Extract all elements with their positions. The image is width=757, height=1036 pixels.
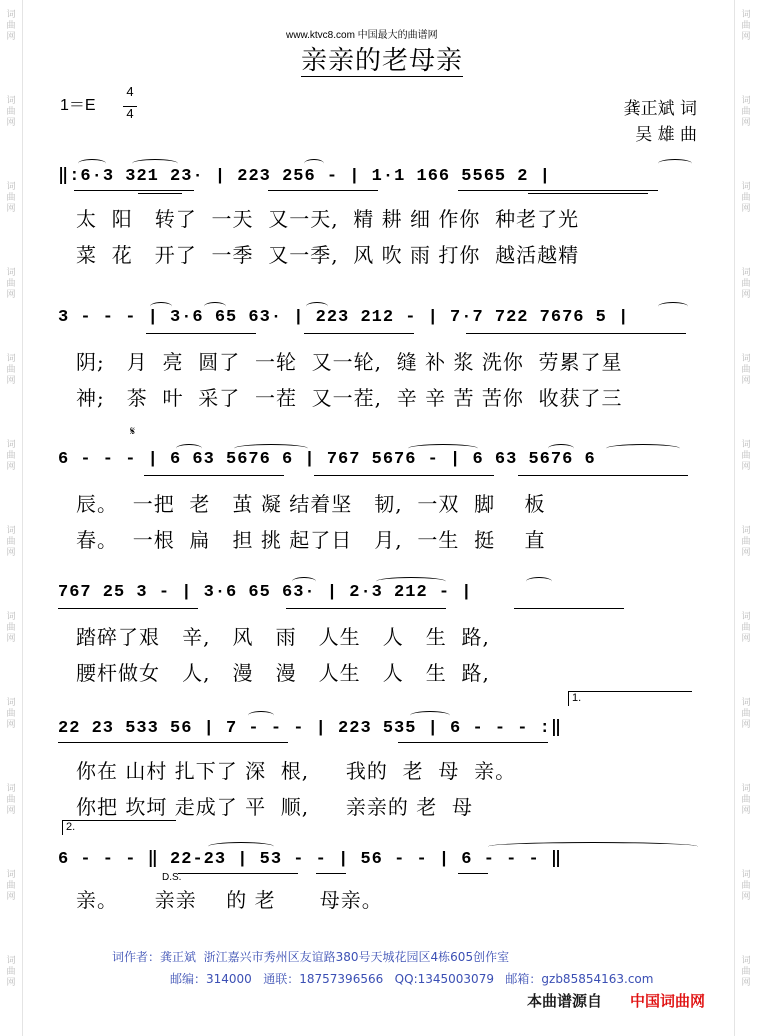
lyric-verse-2: 你把 坎坷 走成了 平 顺, 亲亲的 老 母 [76, 795, 474, 819]
score-row-4 [58, 583, 698, 688]
lyric-verse-1: 踏碎了艰 辛, 风 雨 人生 人 生 路, [76, 625, 490, 649]
time-signature-top: 4 [126, 84, 134, 99]
watermark-text: 词 曲 网 [741, 268, 751, 300]
time-signature-bottom: 4 [126, 106, 134, 121]
score-row-3 [58, 424, 698, 555]
notation-line: 3 - - - | 3·6 65 63· | 223 212 - | 7·7 722 7676 5 | [58, 308, 630, 327]
watermark-text: 词 曲 网 [6, 96, 16, 128]
volta-1: 1. [568, 691, 692, 706]
lyric-verse-1: 阴; 月 亮 圆了 一轮 又一轮, 缝 补 浆 洗你 劳累了星 [76, 350, 623, 374]
lyric-verse-2: 春。 一根 扁 担 挑 起了日 月, 一生 挺 直 [76, 528, 546, 552]
watermark-text: 词 曲 网 [6, 526, 16, 558]
lyric-verse-2: 菜 花 开了 一季 又一季, 风 吹 雨 打你 越活越精 [76, 243, 580, 267]
source-site-name: 中国词曲网 [630, 992, 706, 1010]
key-signature: 1＝E [60, 97, 96, 114]
watermark-text: 词 曲 网 [741, 10, 751, 42]
score-row-5 [58, 692, 698, 822]
lyric-verse-1: 亲。 亲亲 的 老 母亲。 [76, 888, 383, 912]
lyric-verse-1: 你在 山村 扎下了 深 根, 我的 老 母 亲。 [76, 759, 517, 783]
author-address: 词作者：龚正斌 浙江嘉兴市秀州区友谊路380号天城花园区4栋605创作室 [112, 950, 510, 964]
notation-line: 6 - - - ‖ 22-23 | 53 - - | 56 - - | 6 - - - ‖ [58, 850, 563, 869]
watermark-text: 词 曲 网 [6, 698, 16, 730]
score-row-1 [58, 165, 698, 270]
watermark-text: 词 曲 网 [741, 354, 751, 386]
watermark-text: 词 曲 网 [6, 956, 16, 988]
watermark-text: 词 曲 网 [6, 182, 16, 214]
segno-icon: 𝄋 [130, 424, 136, 438]
watermark-text: 词 曲 网 [741, 956, 751, 988]
watermark-text: 词 曲 网 [741, 440, 751, 472]
watermark-text: 词 曲 网 [741, 698, 751, 730]
watermark-text: 词 曲 网 [6, 870, 16, 902]
composer-credit: 吴 雄 曲 [635, 125, 697, 145]
notation-line: ‖:6·3 321 23· | 223 256 - | 1·1 166 5565 2 | [58, 167, 551, 186]
lyric-verse-1: 太 阳 转了 一天 又一天, 精 耕 细 作你 种老了光 [76, 207, 580, 231]
notation-line: 6 - - - | 6 63 5676 6 | 767 5676 - | 6 63 5676 6 [58, 450, 596, 469]
watermark-text: 词 曲 网 [6, 10, 16, 42]
left-watermark-strip [0, 0, 23, 1036]
lyric-verse-2: 腰杆做女 人, 漫 漫 人生 人 生 路, [76, 661, 490, 685]
notation-line: 22 23 533 56 | 7 - - - | 223 535 | 6 - - - :‖ [58, 719, 563, 738]
song-title: 亲亲的老母亲 [300, 46, 463, 76]
score-row-2 [58, 308, 698, 413]
watermark-text: 词 曲 网 [6, 268, 16, 300]
watermark-text: 词 曲 网 [6, 784, 16, 816]
lyricist-credit: 龚正斌 词 [623, 99, 697, 119]
watermark-text: 词 曲 网 [741, 526, 751, 558]
source-label: 本曲谱源自 [527, 992, 603, 1010]
watermark-text: 词 曲 网 [741, 784, 751, 816]
site-banner: www.ktvc8.com 中国最大的曲谱网 [286, 30, 438, 41]
watermark-text: 词 曲 网 [741, 612, 751, 644]
watermark-text: 词 曲 网 [741, 96, 751, 128]
lyric-verse-2: 神; 茶 叶 采了 一茬 又一茬, 辛 辛 苦 苦你 收获了三 [76, 386, 623, 410]
author-contact: 邮编：314000 通联：18757396566 QQ:1345003079 邮箱：gzb85854163.com [170, 972, 654, 986]
right-watermark-strip [734, 0, 757, 1036]
notation-line: 767 25 3 - | 3·6 65 63· | 2·3 212 - | [58, 583, 473, 602]
watermark-text: 词 曲 网 [741, 870, 751, 902]
lyric-verse-1: 辰。 一把 老 茧 凝 结着坚 韧, 一双 脚 板 [76, 492, 546, 516]
watermark-text: 词 曲 网 [6, 354, 16, 386]
dal-segno-mark: D.S. [162, 872, 182, 883]
volta-2: 2. [62, 820, 176, 835]
score-row-6 [58, 821, 698, 912]
watermark-text: 词 曲 网 [741, 182, 751, 214]
watermark-text: 词 曲 网 [6, 440, 16, 472]
watermark-text: 词 曲 网 [6, 612, 16, 644]
